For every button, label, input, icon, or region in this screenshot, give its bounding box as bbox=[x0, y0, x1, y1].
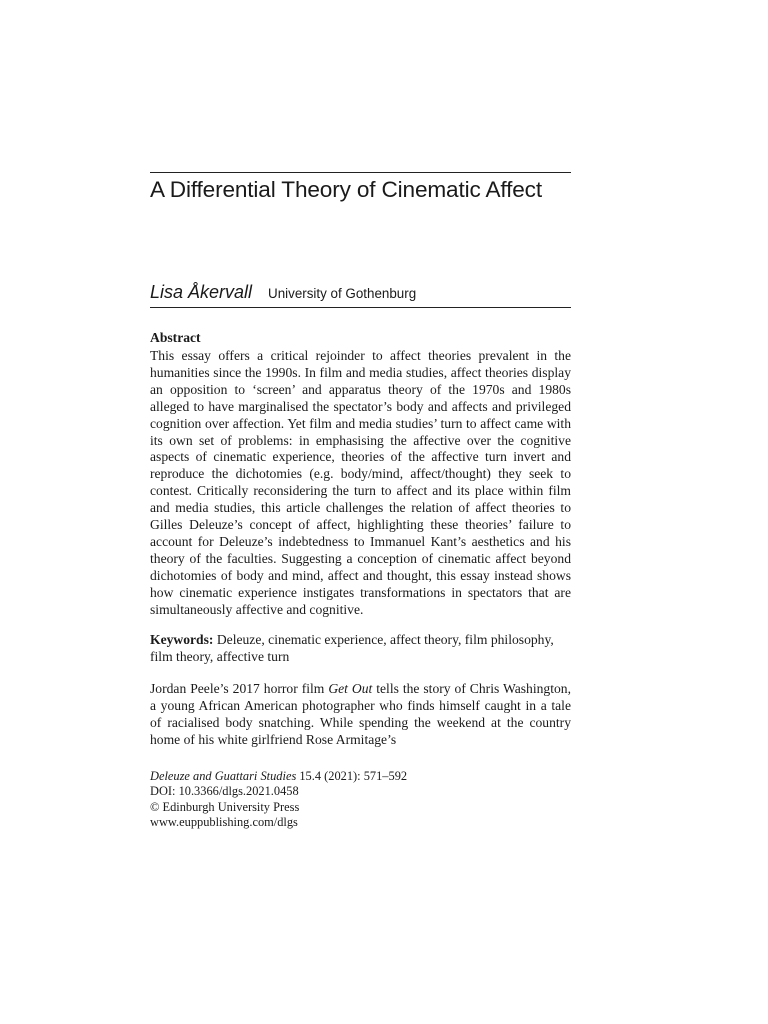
title-top-rule bbox=[150, 172, 571, 173]
journal-doi: DOI: 10.3366/dlgs.2021.0458 bbox=[150, 784, 299, 799]
journal-copyright: © Edinburgh University Press bbox=[150, 799, 300, 814]
author-name: Lisa Åkervall bbox=[150, 282, 253, 302]
keywords-label: Keywords: bbox=[150, 632, 214, 647]
journal-footer bbox=[150, 769, 571, 830]
intro-paragraph bbox=[150, 681, 571, 749]
article-title: A Differential Theory of Cinematic Affect bbox=[150, 177, 542, 202]
abstract-heading: Abstract bbox=[150, 330, 201, 345]
intro-text-rest: tells the story of Chris Washington, a young African American photographer who finds himself caught in a tale of racialised body snatching. While spending the weekend at the country home of his white girlfriend Rose Armitage’s bbox=[150, 681, 571, 747]
article-first-page bbox=[150, 0, 571, 1024]
journal-volume: 15.4 (2021): 571–592 bbox=[296, 769, 408, 783]
intro-text-start: Jordan Peele’s 2017 horror film bbox=[150, 681, 329, 696]
journal-name: Deleuze and Guattari Studies bbox=[150, 769, 297, 783]
keywords-list: Deleuze, cinematic experience, affect theory, film philosophy, film theory, affective turn bbox=[150, 632, 554, 664]
abstract-text: This essay offers a critical rejoinder to affect theories prevalent in the humanities since the 1990s. In film and media studies, affect theories display an opposition to ‘screen’ and apparatus theory of the 1970s and 1980s alleged to have marginalised the spectator’s body and affects and privileged cognition over affection. Yet film and media studies’ turn to affect came with its own set of problems: in emphasising the affective over the cognitive aspects of cinematic experience, theories of the affective turn invert and reproduce the dichotomies (e.g. body/mind, affect/thought) they seek to contest. Critically reconsidering the turn to affect and its place within film and media studies, this article challenges the relation of affect theories to Gilles Deleuze’s concept of affect, highlighting these theories’ failure to account for Deleuze’s indebtedness to Immanuel Kant’s aesthetics and his theory of the faculties. Suggesting a conception of cinematic affect beyond dichotomies of body and mind, affect and thought, this essay instead shows how cinematic experience instigates transformations in spectators that are simultaneously affective and cognitive. bbox=[150, 348, 571, 617]
author-line bbox=[150, 280, 571, 306]
film-title: Get Out bbox=[328, 681, 373, 696]
keywords bbox=[150, 632, 571, 666]
journal-citation bbox=[150, 769, 571, 784]
journal-url: www.euppublishing.com/dlgs bbox=[150, 814, 298, 829]
author-affiliation: University of Gothenburg bbox=[268, 286, 417, 301]
author-bottom-rule bbox=[150, 307, 571, 308]
